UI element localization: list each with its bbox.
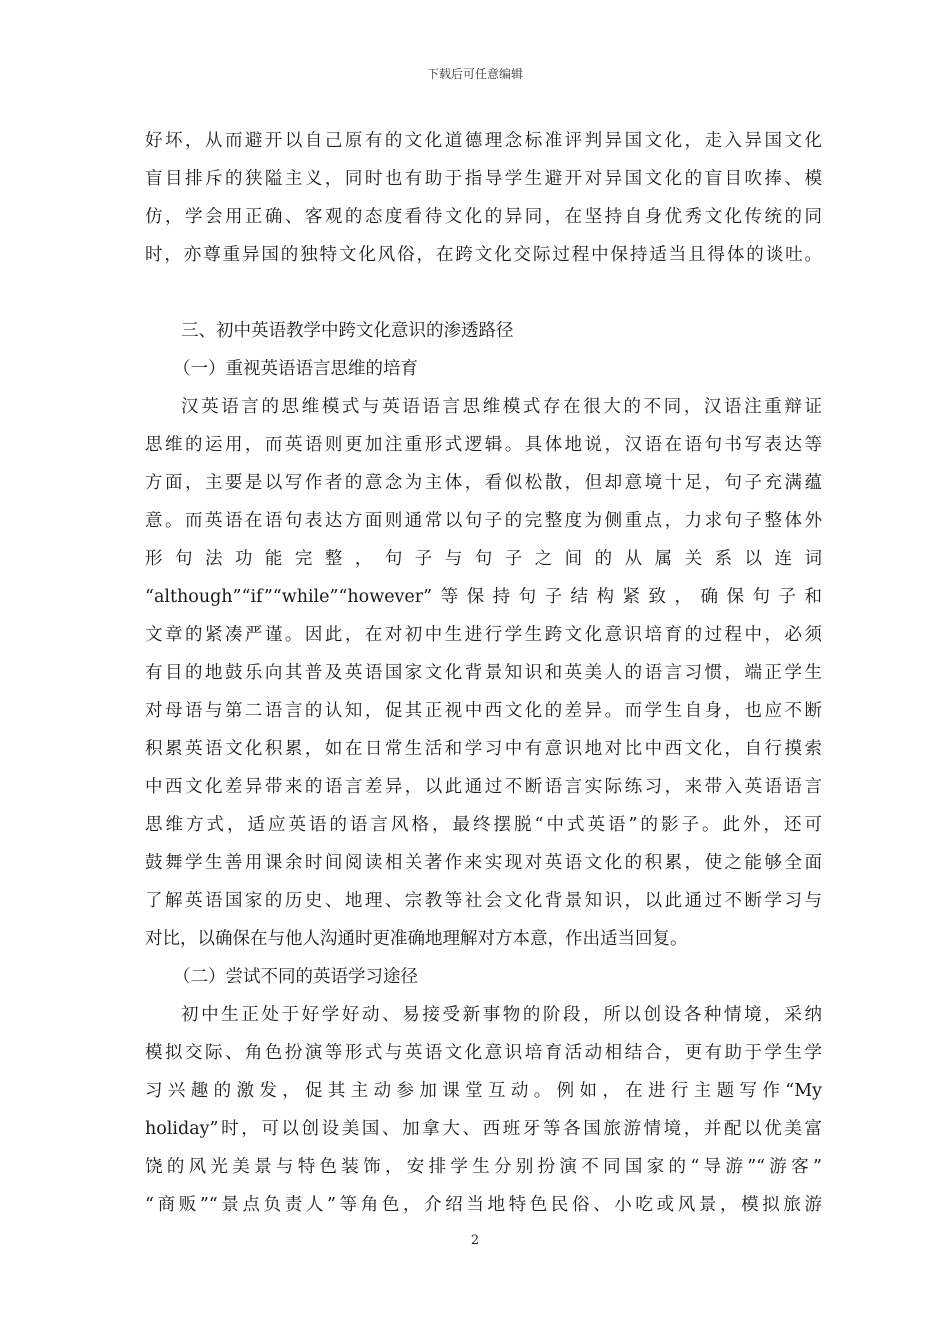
document-body (145, 122, 822, 1224)
text-line: “商贩”“景点负责人”等角色，介绍当地特色民俗、小吃或风景，模拟旅游 (145, 1195, 822, 1215)
paragraph-3 (145, 996, 822, 1224)
text-line: 思维方式，适应英语的语言风格，最终摆脱“中式英语”的影子。此外，还可 (145, 815, 822, 835)
section-heading: 三、初中英语教学中跨文化意识的渗透路径 (181, 321, 514, 341)
text-line: 文章的紧凑严谨。因此，在对初中生进行学生跨文化意识培育的过程中，必须 (145, 625, 822, 645)
text-line: 习兴趣的激发，促其主动参加课堂互动。例如，在进行主题写作“My (145, 1081, 822, 1101)
text-line: 有目的地鼓乐向其普及英语国家文化背景知识和英美人的语言习惯，端正学生 (145, 663, 822, 683)
page-header: 下载后可任意编辑 (426, 67, 523, 81)
text-line: 思维的运用，而英语则更加注重形式逻辑。具体地说，汉语在语句书写表达等 (145, 435, 822, 455)
text-line: 盲目排斥的狭隘主义，同时也有助于指导学生避开对异国文化的盲目吹捧、模 (145, 169, 822, 189)
text-line: 饶的风光美景与特色装饰，安排学生分别扮演不同国家的“导游”“游客” (145, 1157, 822, 1177)
text-line: 鼓舞学生善用课余时间阅读相关著作来实现对英语文化的积累，使之能够全面 (145, 853, 822, 873)
text-line: “although”“if”“while”“however”等保持句子结构紧致，确保句子和 (145, 587, 822, 607)
text-line: 对比，以确保在与他人沟通时更准确地理解对方本意，作出适当回复。 (145, 929, 688, 949)
text-line: 仿，学会用正确、客观的态度看待文化的异同，在坚持自身优秀文化传统的同 (145, 207, 822, 227)
text-line: 模拟交际、角色扮演等形式与英语文化意识培育活动相结合，更有助于学生学 (145, 1043, 822, 1063)
text-line: 时，亦尊重异国的独特文化风俗，在跨文化交际过程中保持适当且得体的谈吐。 (145, 245, 822, 265)
subsection-heading: （二）尝试不同的英语学习途径 (173, 967, 418, 987)
text-line: 方面，主要是以写作者的意念为主体，看似松散，但却意境十足，句子充满蕴 (145, 473, 822, 493)
paragraph-1 (145, 122, 822, 274)
text-line: 对母语与第二语言的认知，促其正视中西文化的差异。而学生自身，也应不断 (145, 701, 822, 721)
text-line: holiday”时，可以创设美国、加拿大、西班牙等各国旅游情境，并配以优美富 (145, 1119, 822, 1139)
text-line: 意。而英语在语句表达方面则通常以句子的完整度为侧重点，力求句子整体外 (145, 511, 822, 531)
page-number: 2 (470, 1233, 480, 1248)
text-line: 汉英语言的思维模式与英语语言思维模式存在很大的不同，汉语注重辩证 (181, 397, 822, 417)
paragraph-gap (145, 274, 822, 312)
text-line: 了解英语国家的历史、地理、宗教等社会文化背景知识，以此通过不断学习与 (145, 891, 822, 911)
paragraph-2 (145, 388, 822, 958)
subsection-heading: （一）重视英语语言思维的培育 (173, 359, 418, 379)
text-line: 好坏，从而避开以自己原有的文化道德理念标准评判异国文化，走入异国文化 (145, 131, 822, 151)
text-line: 初中生正处于好学好动、易接受新事物的阶段，所以创设各种情境，采纳 (181, 1005, 822, 1025)
text-line: 形句法功能完整，句子与句子之间的从属关系以连词 (145, 549, 822, 569)
text-line: 中西文化差异带来的语言差异，以此通过不断语言实际练习，来带入英语语言 (145, 777, 822, 797)
text-line: 积累英语文化积累，如在日常生活和学习中有意识地对比中西文化，自行摸索 (145, 739, 822, 759)
